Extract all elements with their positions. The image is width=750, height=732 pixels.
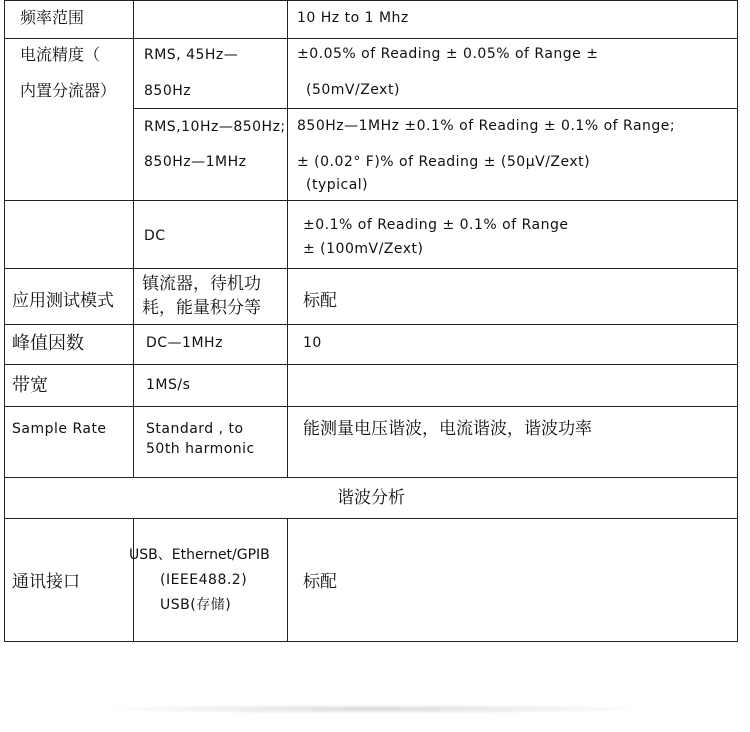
- app-mode-condition-line2: 耗，能量积分等: [142, 298, 261, 318]
- dc-spec-line1: ±0.1% of Reading ± 0.1% of Range: [303, 217, 569, 233]
- crest-factor-label: 峰值因数: [12, 333, 84, 354]
- dc-spec-line2: ± (100mV/Zext): [303, 241, 424, 257]
- current-accuracy-label-line2: 内置分流器）: [20, 81, 117, 100]
- table-border-bottom: [4, 641, 738, 642]
- row-divider: [4, 364, 738, 365]
- freq-range-label: 频率范围: [20, 8, 85, 27]
- bottom-shadow-decoration: [95, 704, 655, 714]
- row-divider: [4, 324, 738, 325]
- row-divider: [133, 108, 738, 109]
- app-mode-label: 应用测试模式: [12, 291, 114, 311]
- sample-rate-condition-line2: 50th harmonic: [146, 441, 255, 457]
- comm-interface-condition-line1: USB、Ethernet/GPIB: [129, 547, 270, 563]
- harmonic-analysis-header: 谐波分析: [337, 488, 405, 508]
- bandwidth-condition: 1MS/s: [146, 377, 191, 393]
- bandwidth-label: 带宽: [12, 375, 48, 396]
- hf-spec-line3: (typical): [306, 177, 369, 193]
- comm-interface-condition-line2: (IEEE488.2): [160, 572, 248, 588]
- column-divider: [287, 518, 288, 642]
- row-divider: [4, 268, 738, 269]
- table-border-top: [4, 0, 738, 1]
- column-divider: [133, 0, 134, 478]
- dc-condition: DC: [144, 228, 166, 244]
- comm-interface-label: 通讯接口: [12, 572, 80, 592]
- sample-rate-label: Sample Rate: [12, 421, 107, 437]
- current-accuracy-label-line1: 电流精度（: [20, 45, 101, 64]
- column-divider: [133, 518, 134, 642]
- hf-condition-line2: 850Hz—1MHz: [144, 154, 247, 170]
- crest-factor-value: 10: [303, 335, 322, 351]
- table-border-left: [4, 0, 5, 642]
- comm-interface-value: 标配: [303, 572, 337, 592]
- column-divider: [287, 0, 288, 478]
- row-divider: [4, 406, 738, 407]
- row-divider: [4, 477, 738, 478]
- current-accuracy-spec-line1: ±0.05% of Reading ± 0.05% of Range ±: [297, 46, 599, 62]
- row-divider: [4, 38, 738, 39]
- app-mode-condition-line1: 镇流器，待机功: [142, 274, 261, 294]
- row-divider: [4, 518, 738, 519]
- hf-condition-line1: RMS,10Hz—850Hz;: [144, 119, 286, 135]
- crest-factor-condition: DC—1MHz: [146, 335, 223, 351]
- sample-rate-value: 能测量电压谐波，电流谐波，谐波功率: [303, 419, 592, 439]
- hf-spec-line2: ± (0.02° F)% of Reading ± (50μV/Zext): [297, 154, 591, 170]
- current-accuracy-spec-line2: (50mV/Zext): [306, 82, 400, 98]
- hf-spec-line1: 850Hz—1MHz ±0.1% of Reading ± 0.1% of Range;: [297, 118, 676, 134]
- comm-interface-condition-line3: USB(存储): [160, 597, 232, 613]
- current-accuracy-condition-line2: 850Hz: [144, 83, 192, 99]
- sample-rate-condition-line1: Standard , to: [146, 421, 244, 437]
- current-accuracy-condition-line1: RMS, 45Hz—: [144, 47, 239, 63]
- row-divider: [4, 200, 738, 201]
- app-mode-value: 标配: [303, 291, 337, 311]
- table-border-right: [737, 0, 738, 642]
- freq-range-value: 10 Hz to 1 Mhz: [297, 10, 409, 26]
